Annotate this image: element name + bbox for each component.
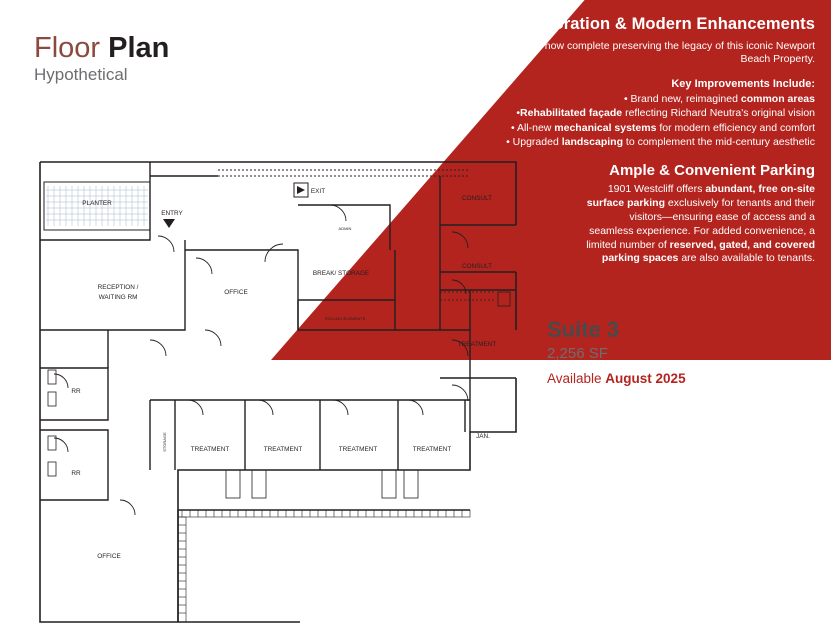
exit-marker bbox=[294, 183, 308, 197]
improvement-item-2: • All-new mechanical systems for modern efficiency and comfort bbox=[510, 121, 815, 134]
room-label-treatment-4: TREATMENT bbox=[412, 446, 452, 453]
availability-prefix: Available bbox=[547, 370, 606, 386]
fixtures bbox=[48, 292, 510, 498]
suite-availability bbox=[547, 372, 686, 387]
improvement-item-3: • Upgraded landscaping to complement the mid-century aesthetic bbox=[506, 136, 815, 149]
room-label-consult-2: CONSULT bbox=[461, 263, 493, 270]
improvement-item-0: • Brand new, reimagined common areas bbox=[623, 92, 815, 105]
title-line-1 bbox=[34, 33, 169, 63]
improvements-heading: Key Improvements Include: bbox=[671, 77, 815, 90]
door-swings bbox=[54, 205, 468, 515]
room-label-treatment-2: TREATMENT bbox=[263, 446, 303, 453]
room-label-waiting: WAITING RM bbox=[98, 294, 138, 301]
room-label-break-storage: BREAK/ STORAGE bbox=[312, 270, 370, 277]
room-label-treatment-3: TREATMENT bbox=[338, 446, 378, 453]
room-label-rolling-elements: ROLLING ELEMENTS bbox=[324, 316, 366, 321]
title-floor-word: Floor bbox=[34, 32, 109, 64]
room-label-planter: PLANTER bbox=[82, 200, 112, 207]
availability-date: August 2025 bbox=[605, 370, 686, 386]
room-label-treatment-main: TREATMENT bbox=[457, 341, 497, 348]
parking-heading: Ample & Convenient Parking bbox=[609, 161, 815, 179]
room-label-rr-1: RR bbox=[71, 388, 81, 395]
bottom-hatch-wall bbox=[178, 510, 470, 622]
room-label-treatment-1: TREATMENT bbox=[190, 446, 230, 453]
banner-heading: Thoughtful Restoration & Modern Enhancements bbox=[425, 15, 815, 33]
room-label-rr-2: RR bbox=[71, 470, 81, 477]
parking-body: 1901 Westcliff offers abundant, free on-site surface parking exclusively for tenants and their visitors—ensuring ease of access and a seamless experience. For added convenience, a limited number of reserved, gated, and covered parking spaces are also available to tenants. bbox=[586, 182, 815, 265]
room-label-office-2: OFFICE bbox=[97, 553, 121, 560]
room-label-entry: ENTRY bbox=[161, 210, 183, 217]
room-label-exit: EXIT bbox=[310, 188, 326, 195]
improvement-item-1: •Rehabilitated façade reflecting Richard Neutra's original vision bbox=[516, 107, 815, 120]
suite-size: 2,256 SF bbox=[547, 345, 608, 363]
room-label-consult-1: CONSULT bbox=[461, 195, 493, 202]
room-label-admin: ADMIN bbox=[338, 226, 352, 231]
page-title bbox=[34, 33, 169, 87]
room-label-janitor: JAN. bbox=[476, 433, 490, 440]
entry-marker bbox=[163, 219, 175, 228]
room-label-office-1: OFFICE bbox=[224, 289, 248, 296]
banner-subheading: Major project improvements now complete preserving the legacy of this iconic Newport Beach Property. bbox=[412, 39, 815, 66]
title-plan-word: Plan bbox=[108, 32, 170, 64]
room-label-reception: RECEPTION / bbox=[97, 284, 139, 291]
title-subtitle: Hypothetical bbox=[34, 65, 128, 85]
suite-name: Suite 3 bbox=[547, 317, 620, 342]
entry-canopy-dots bbox=[218, 170, 470, 176]
suite-info bbox=[547, 318, 686, 387]
room-label-storage-vertical: STORAGE bbox=[162, 432, 167, 452]
